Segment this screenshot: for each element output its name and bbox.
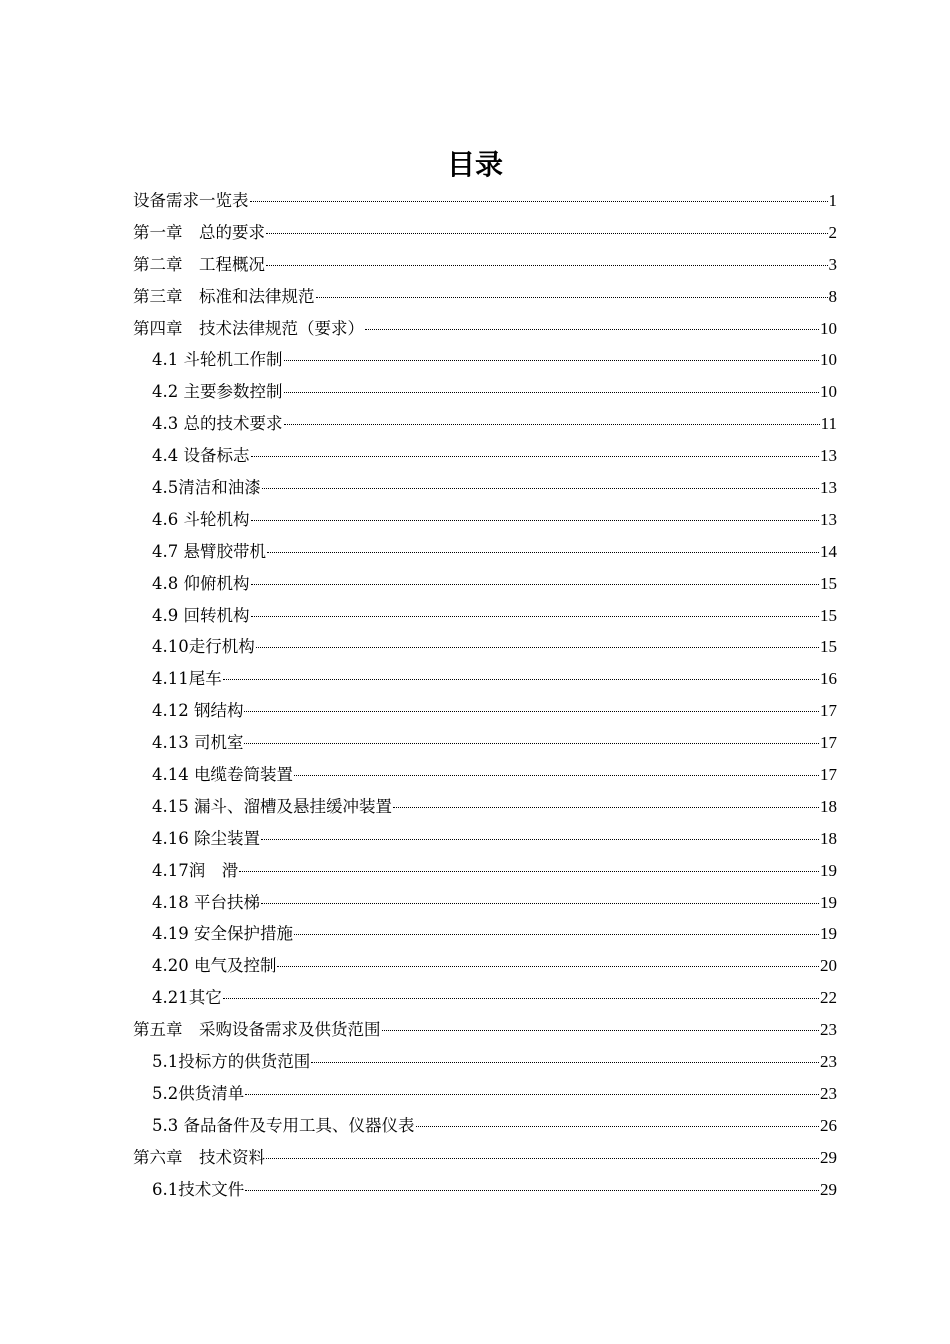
toc-entry[interactable] — [133, 1078, 837, 1110]
toc-entry[interactable] — [133, 759, 837, 791]
toc-entry[interactable] — [133, 1110, 837, 1142]
toc-entry-page-number: 1 — [828, 191, 837, 210]
toc-dot-leader — [223, 679, 819, 680]
toc-dot-leader — [251, 584, 820, 585]
toc-entry[interactable] — [133, 440, 837, 472]
toc-dot-leader — [382, 1030, 820, 1031]
toc-entry-page-number: 15 — [820, 573, 837, 593]
toc-entry-page-number: 10 — [820, 318, 837, 338]
toc-entry-page-number: 17 — [820, 765, 837, 785]
toc-entry[interactable] — [133, 600, 837, 632]
toc-entry-page-number: 20 — [820, 956, 837, 976]
toc-entry-page-number: 18 — [820, 828, 837, 848]
toc-entry-page-number: 15 — [820, 637, 837, 657]
toc-entry-label: 4.6 斗轮机构 — [152, 509, 250, 529]
toc-entry[interactable] — [133, 982, 837, 1014]
toc-entry-page-number: 17 — [820, 733, 837, 753]
toc-entry-page-number: 17 — [820, 701, 837, 721]
toc-entry-page-number: 13 — [820, 509, 837, 529]
toc-dot-leader — [311, 1062, 819, 1063]
toc-dot-leader — [244, 711, 819, 712]
toc-entry-label: 第六章 技术资料 — [133, 1147, 265, 1167]
toc-entry-page-number: 11 — [820, 414, 837, 434]
toc-dot-leader — [393, 807, 819, 808]
toc-dot-leader — [245, 1190, 819, 1191]
toc-entry[interactable] — [133, 727, 837, 759]
toc-entry[interactable] — [133, 918, 837, 950]
toc-entry[interactable] — [133, 855, 837, 887]
toc-dot-leader — [251, 520, 820, 521]
toc-entry-label: 4.11尾车 — [152, 669, 222, 689]
toc-dot-leader — [416, 1126, 820, 1127]
toc-dot-leader — [245, 1094, 819, 1095]
toc-dot-leader — [266, 233, 828, 234]
toc-entry[interactable] — [133, 408, 837, 440]
toc-entry-page-number: 26 — [820, 1115, 837, 1135]
toc-dot-leader — [277, 966, 819, 967]
toc-entry-label: 5.2供货清单 — [152, 1083, 245, 1103]
toc-entry[interactable] — [133, 1046, 837, 1078]
toc-entry[interactable] — [133, 313, 837, 345]
toc-entry-page-number: 23 — [820, 1052, 837, 1072]
toc-entry[interactable] — [133, 344, 837, 376]
toc-entry-label: 第三章 标准和法律规范 — [133, 286, 315, 306]
toc-entry-page-number: 10 — [820, 350, 837, 370]
toc-entry-page-number: 23 — [820, 1083, 837, 1103]
toc-entry-label: 5.3 备品备件及专用工具、仪器仪表 — [152, 1115, 415, 1135]
toc-dot-leader — [284, 424, 820, 425]
toc-entry-page-number: 18 — [820, 796, 837, 816]
toc-dot-leader — [223, 998, 819, 999]
toc-dot-leader — [284, 360, 820, 361]
toc-entry[interactable] — [133, 217, 837, 249]
toc-entry-label: 第二章 工程概况 — [133, 254, 265, 274]
toc-entry-label: 5.1投标方的供货范围 — [152, 1052, 311, 1072]
toc-entry[interactable] — [133, 568, 837, 600]
toc-entry-page-number: 2 — [828, 222, 837, 242]
toc-dot-leader — [294, 934, 819, 935]
toc-dot-leader — [251, 456, 820, 457]
toc-entry-page-number: 19 — [820, 860, 837, 880]
toc-entry-label: 第一章 总的要求 — [133, 222, 265, 242]
toc-entry-page-number: 3 — [828, 254, 837, 274]
toc-entry-label: 4.4 设备标志 — [152, 446, 250, 466]
toc-entry-label: 4.17润 滑 — [152, 860, 239, 880]
toc-entry-label: 第五章 采购设备需求及供货范围 — [133, 1020, 381, 1040]
toc-entry[interactable] — [133, 504, 837, 536]
toc-entry[interactable] — [133, 281, 837, 313]
toc-dot-leader — [261, 903, 819, 904]
toc-entry[interactable] — [133, 887, 837, 919]
toc-dot-leader — [261, 839, 819, 840]
toc-entry-label: 4.9 回转机构 — [152, 605, 250, 625]
toc-entry-page-number: 23 — [820, 1020, 837, 1040]
toc-entry-label: 4.18 平台扶梯 — [152, 892, 260, 912]
toc-entry-label: 4.1 斗轮机工作制 — [152, 350, 283, 370]
toc-entry-page-number: 13 — [820, 478, 837, 498]
toc-entry[interactable] — [133, 376, 837, 408]
toc-entry[interactable] — [133, 631, 837, 663]
toc-entry-label: 6.1技术文件 — [152, 1179, 245, 1199]
toc-entry-label: 设备需求一览表 — [133, 191, 249, 210]
toc-entry-page-number: 15 — [820, 605, 837, 625]
toc-entry[interactable] — [133, 1142, 837, 1174]
toc-dot-leader — [256, 647, 819, 648]
toc-entry[interactable] — [133, 663, 837, 695]
toc-entry-label: 4.20 电气及控制 — [152, 956, 277, 976]
toc-dot-leader — [267, 552, 819, 553]
toc-entry-label: 4.3 总的技术要求 — [152, 414, 283, 434]
toc-dot-leader — [266, 1158, 819, 1159]
toc-entry[interactable] — [133, 695, 837, 727]
toc-entry[interactable] — [133, 1014, 837, 1046]
toc-entry[interactable] — [133, 472, 837, 504]
toc-entry-label: 4.2 主要参数控制 — [152, 382, 283, 402]
toc-entry-page-number: 19 — [820, 892, 837, 912]
toc-entry-page-number: 16 — [820, 669, 837, 689]
toc-dot-leader — [365, 329, 819, 330]
toc-dot-leader — [251, 616, 820, 617]
toc-entry-page-number: 8 — [828, 286, 837, 306]
toc-dot-leader — [244, 743, 819, 744]
toc-entry-label: 4.19 安全保护措施 — [152, 924, 293, 944]
toc-entry[interactable] — [133, 823, 837, 855]
toc-entry-page-number: 10 — [820, 382, 837, 402]
toc-entry-label: 4.21其它 — [152, 988, 222, 1008]
toc-entry-label: 4.7 悬臂胶带机 — [152, 541, 266, 561]
toc-entry-label: 4.15 漏斗、溜槽及悬挂缓冲装置 — [152, 796, 392, 816]
toc-entry-page-number: 29 — [820, 1147, 837, 1167]
toc-dot-leader — [266, 265, 828, 266]
toc-dot-leader — [294, 775, 819, 776]
toc-entry-page-number: 19 — [820, 924, 837, 944]
toc-entry-label: 4.8 仰俯机构 — [152, 573, 250, 593]
toc-entry-label: 4.14 电缆卷筒装置 — [152, 765, 293, 785]
toc-title: 目录 — [446, 148, 503, 181]
toc-dot-leader — [262, 488, 819, 489]
toc-entry[interactable] — [133, 185, 837, 217]
toc-entry-label: 4.16 除尘装置 — [152, 828, 260, 848]
table-of-contents — [133, 185, 837, 1206]
toc-dot-leader — [239, 871, 819, 872]
toc-entry[interactable] — [133, 536, 837, 568]
toc-entry[interactable] — [133, 249, 837, 281]
toc-entry-page-number: 22 — [820, 988, 837, 1008]
toc-entry-label: 4.13 司机室 — [152, 733, 244, 753]
toc-entry-label: 第四章 技术法律规范（要求） — [133, 318, 364, 338]
toc-dot-leader — [284, 392, 820, 393]
toc-entry-page-number: 13 — [820, 446, 837, 466]
toc-entry-page-number: 29 — [820, 1179, 837, 1199]
toc-entry[interactable] — [133, 950, 837, 982]
toc-entry[interactable] — [133, 1174, 837, 1206]
toc-entry-label: 4.5清洁和油漆 — [152, 478, 261, 498]
toc-entry[interactable] — [133, 791, 837, 823]
toc-dot-leader — [250, 201, 828, 202]
toc-entry-label: 4.12 钢结构 — [152, 701, 244, 721]
toc-entry-label: 4.10走行机构 — [152, 637, 255, 657]
toc-entry-page-number: 14 — [820, 541, 837, 561]
toc-dot-leader — [316, 297, 828, 298]
